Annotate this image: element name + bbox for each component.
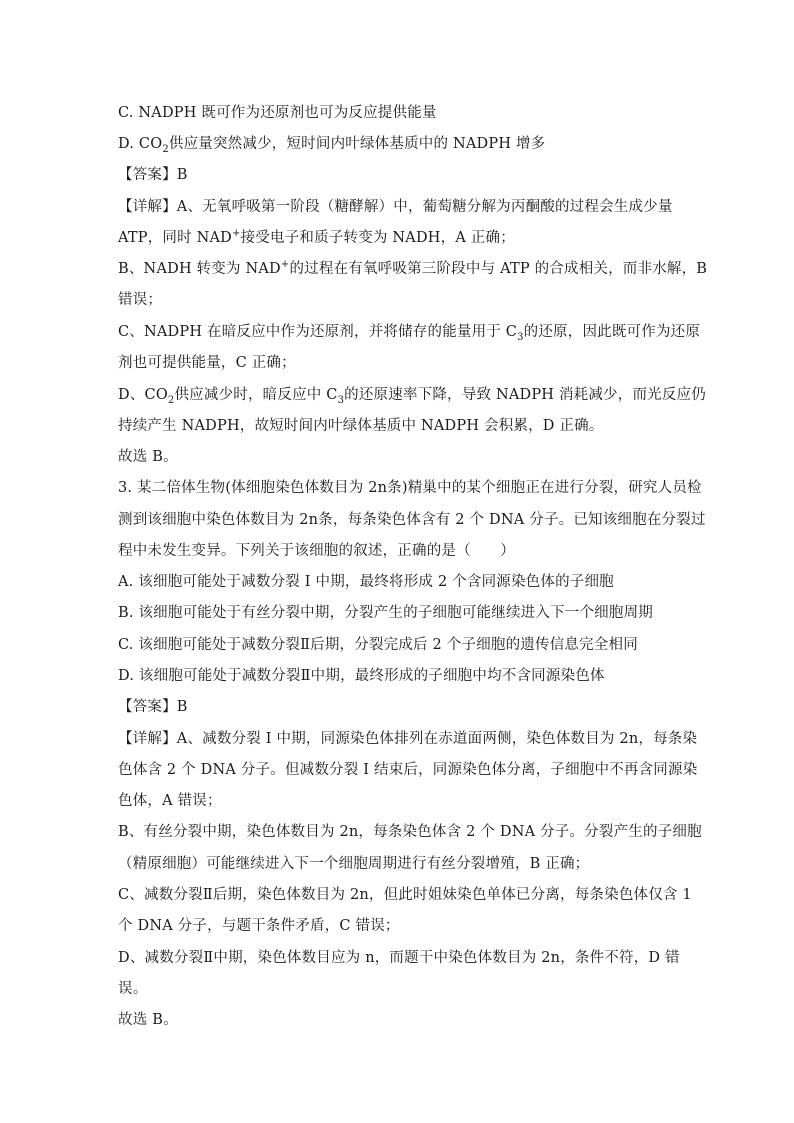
- q3-explanation-c-line1: C、减数分裂Ⅱ后期，染色体数目为 2n，但此时姐妹染色单体已分离，每条染色体仅含 1: [118, 887, 692, 903]
- q2-explanation-c-line1: C、NADPH 在暗反应中作为还原剂，并将储存的能量用于 $C_3$的还原，因此既可作为还原: [118, 324, 701, 343]
- q3-stem-line1: 3. 某二倍体生物(体细胞染色体数目为 2n条)精巢中的某个细胞正在进行分裂，研究人员检: [118, 480, 702, 496]
- q2-option-d: D. $CO_2$供应量突然减少，短时间内叶绿体基质中的 NADPH 增多: [118, 136, 546, 155]
- q2-explanation-b-line1: B、NADH 转变为 NAD+的过程在有氧呼吸第三阶段中与 ATP 的合成相关，而非水解，B: [118, 259, 708, 277]
- q3-option-a: A. 该细胞可能处于减数分裂 I 中期，最终将形成 2 个含同源染色体的子细胞: [118, 574, 614, 590]
- q2-conclusion: 故选 B。: [118, 449, 178, 465]
- q3-stem-line2: 测到该细胞中染色体数目为 2n条，每条染色体含有 2 个 DNA 分子。已知该细胞在分裂过: [118, 512, 706, 528]
- q2-explanation-b-line2: 错误；: [118, 292, 163, 308]
- q3-explanation-d-line1: D、减数分裂Ⅱ中期，染色体数目应为 n，而题干中染色体数目为 2n，条件不符，D 错: [118, 950, 680, 966]
- q3-option-b: B. 该细胞可能处于有丝分裂中期，分裂产生的子细胞可能继续进入下一个细胞周期: [118, 605, 653, 621]
- q3-option-d: D. 该细胞可能处于减数分裂Ⅱ中期，最终形成的子细胞中均不含同源染色体: [118, 668, 605, 684]
- q2-explanation-d-line1: D、$CO_2$供应减少时，暗反应中 $C_3$的还原速率下降，导致 NADPH 消耗减少，而光反应仍: [118, 387, 706, 406]
- q2-explanation-a-line2: ATP，同时 NAD+接受电子和质子转变为 NADH，A 正确；: [118, 228, 515, 246]
- q2-option-c: C. NADPH 既可作为还原剂也可为反应提供能量: [118, 105, 437, 121]
- q3-explanation-a-line3: 色体，A 错误；: [118, 793, 222, 809]
- q3-explanation-a-line2: 色体含 2 个 DNA 分子。但减数分裂 I 结束后，同源染色体分离，子细胞中不再含同源染: [118, 762, 698, 778]
- q3-explanation-b-line2: （精原细胞）可能继续进入下一个细胞周期进行有丝分裂增殖，B 正确；: [118, 856, 590, 872]
- q3-explanation-a-line1: 【详解】A、减数分裂 I 中期，同源染色体排列在赤道面两侧，染色体数目为 2n，每条染: [118, 731, 698, 747]
- q3-explanation-c-line2: 个 DNA 分子，与题干条件矛盾，C 错误；: [118, 918, 400, 934]
- q3-explanation-b-line1: B、有丝分裂中期，染色体数目为 2n，每条染色体含 2 个 DNA 分子。分裂产生的子细胞: [118, 824, 702, 840]
- q3-explanation-d-line2: 误。: [118, 981, 148, 997]
- q2-explanation-d-line2: 持续产生 NADPH，故短时间内叶绿体基质中 NADPH 会积累，D 正确。: [118, 418, 604, 434]
- q3-stem-line3: 程中未发生变异。下列关于该细胞的叙述，正确的是（ ）: [118, 543, 515, 559]
- q2-explanation-a-line1: 【详解】A、无氧呼吸第一阶段（糖酵解）中，葡萄糖分解为丙酮酸的过程会生成少量: [118, 199, 673, 215]
- q3-answer: 【答案】B: [118, 699, 188, 715]
- q2-answer: 【答案】B: [118, 167, 188, 183]
- q3-conclusion: 故选 B。: [118, 1012, 178, 1028]
- q3-option-c: C. 该细胞可能处于减数分裂Ⅱ后期，分裂完成后 2 个子细胞的遗传信息完全相同: [118, 637, 638, 653]
- q2-explanation-c-line2: 剂也可提供能量，C 正确；: [118, 355, 296, 371]
